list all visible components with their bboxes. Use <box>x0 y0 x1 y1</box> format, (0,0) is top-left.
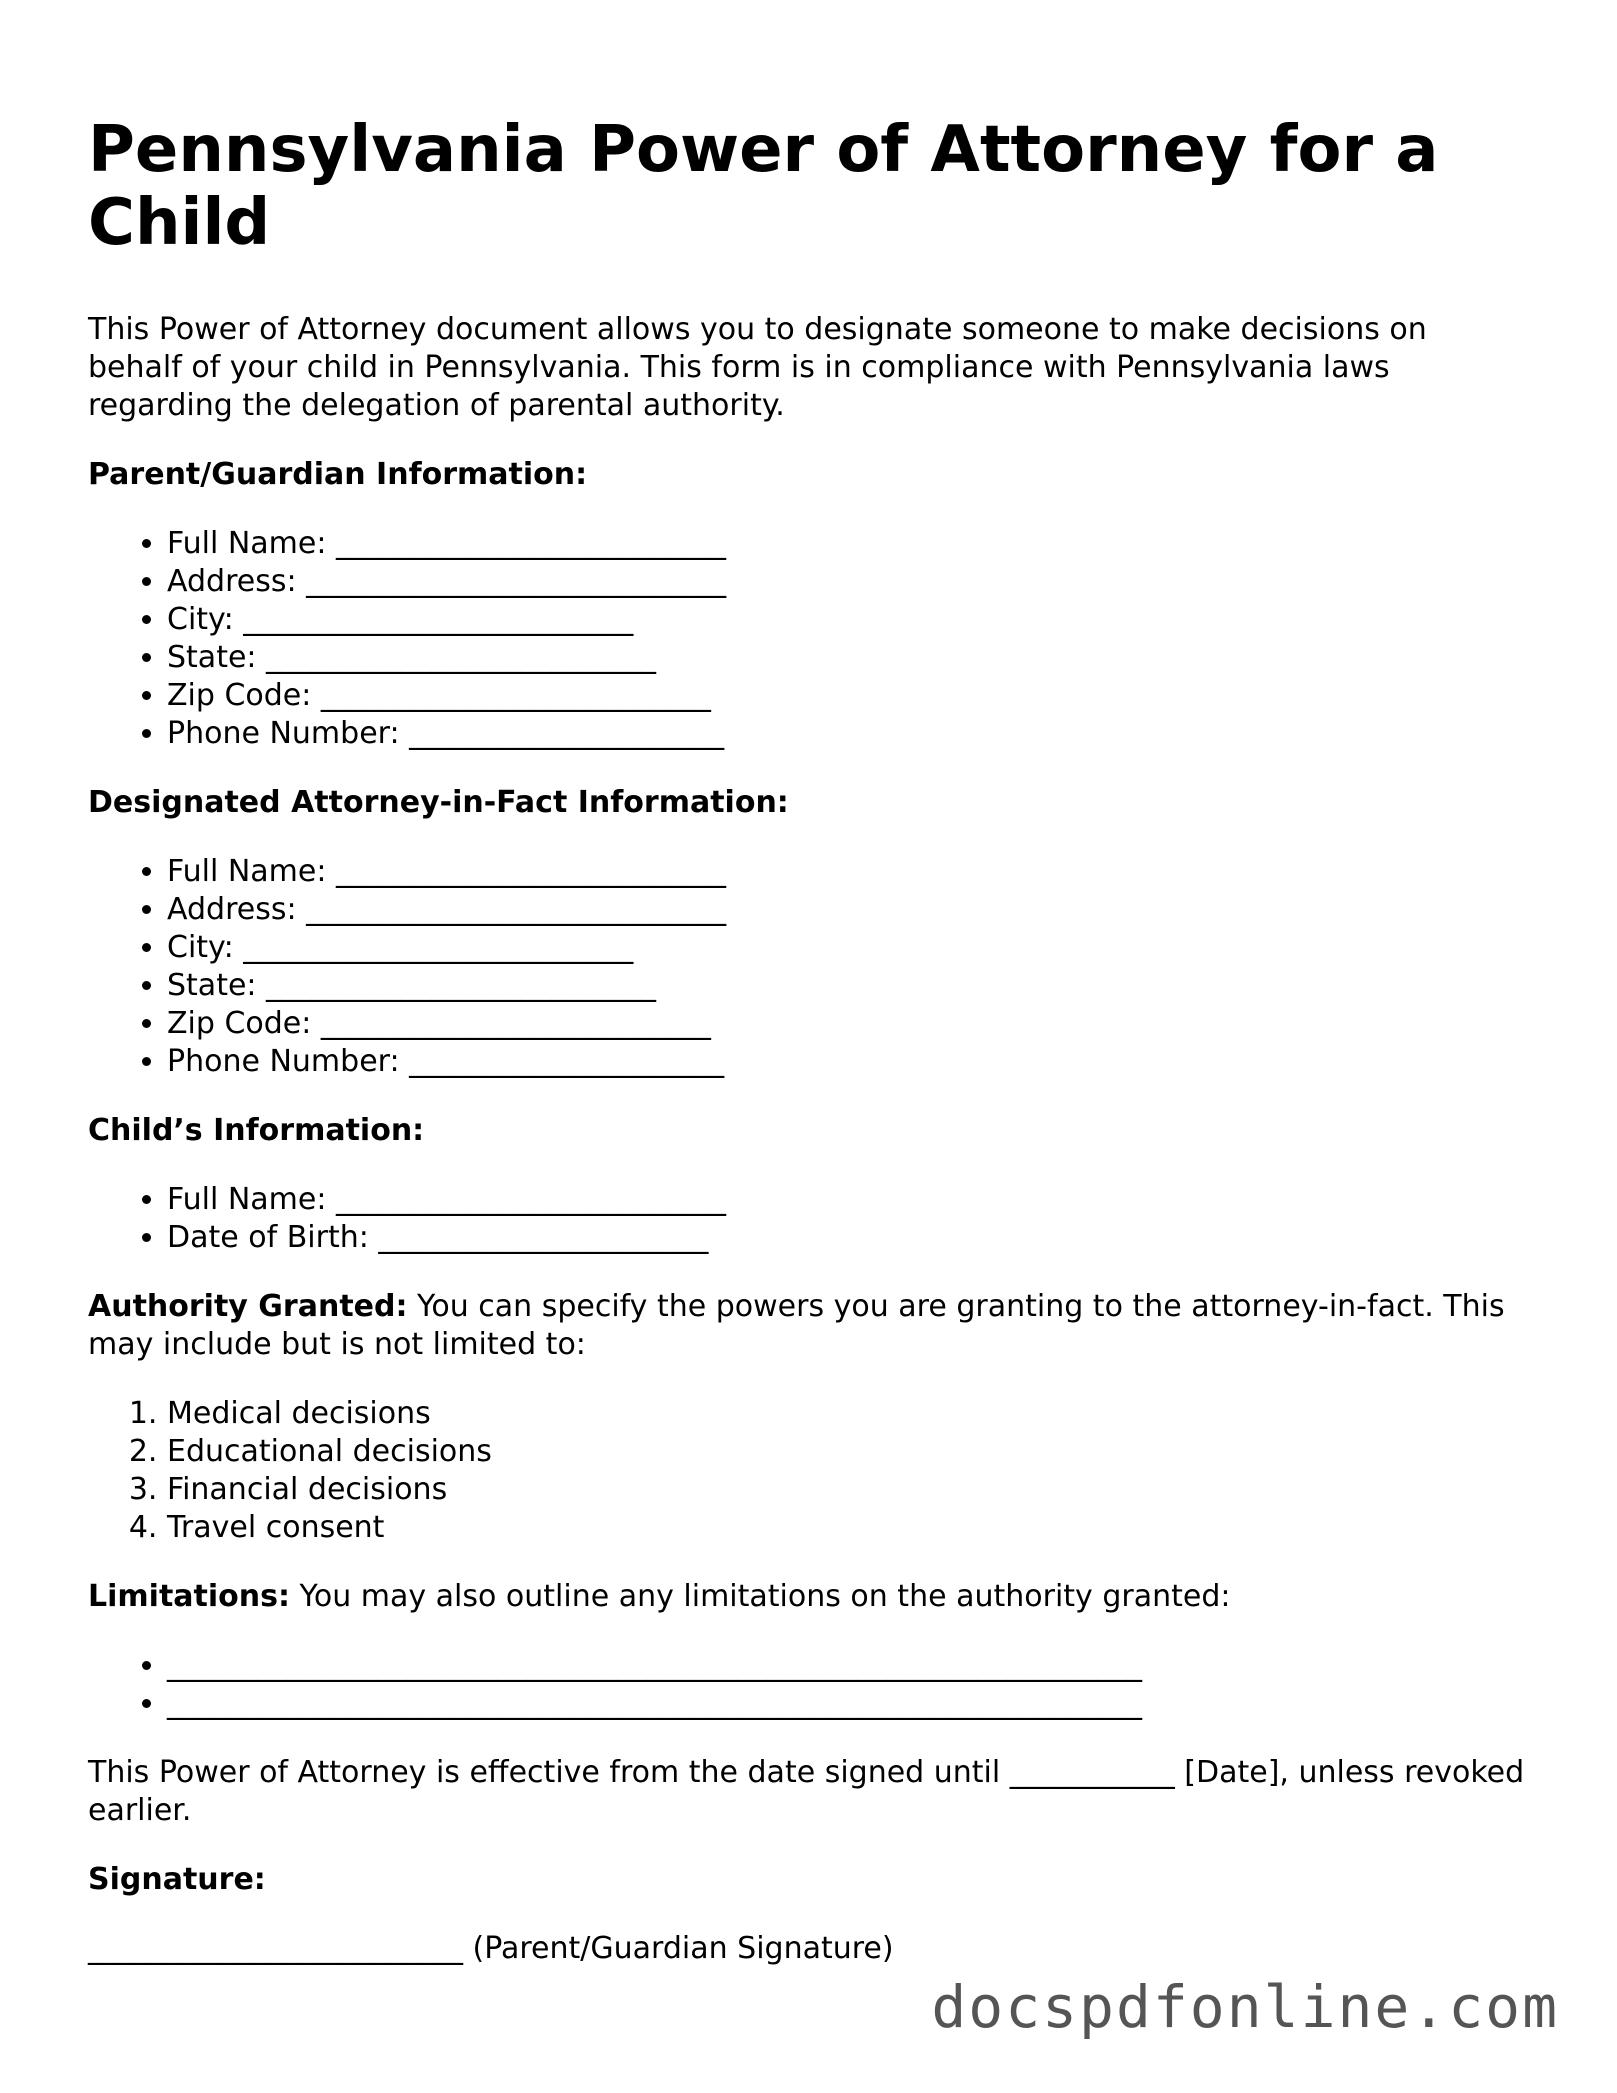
document-page <box>88 0 1528 1968</box>
parent-city-field[interactable]: • City: __________________________ <box>167 601 1528 639</box>
limitations-list <box>88 1647 1528 1723</box>
limitation-line-field[interactable]: • _________________________________________________________________ <box>167 1647 1528 1685</box>
parent-phone-field[interactable]: • Phone Number: _____________________ <box>167 715 1528 753</box>
child-section-heading: Child’s Information: <box>88 1113 425 1148</box>
authority-item: 2. Educational decisions <box>167 1433 1528 1471</box>
authority-text: You can specify the powers you are granting to the attorney-in-fact. This may include but is not limited to: <box>88 1289 1505 1362</box>
limitations-label: Limitations: <box>88 1579 290 1614</box>
child-fields-list <box>88 1181 1528 1257</box>
limitations-paragraph <box>88 1578 1528 1616</box>
intro-paragraph: This Power of Attorney document allows you to designate someone to make decisions on behalf of your child in Pennsylvania. This form is in compliance with Pennsylvania laws regarding the delegation of parental authority. <box>88 312 1427 423</box>
attorney-zip-field[interactable]: • Zip Code: __________________________ <box>167 1005 1528 1043</box>
parent-zip-field[interactable]: • Zip Code: __________________________ <box>167 677 1528 715</box>
effective-date-paragraph[interactable]: This Power of Attorney is effective from the date signed until ___________ [Date], unless revoked earlier. <box>88 1755 1525 1828</box>
parent-address-field[interactable]: • Address: ____________________________ <box>167 563 1528 601</box>
parent-section-heading: Parent/Guardian Information: <box>88 457 588 492</box>
authority-paragraph <box>88 1288 1528 1364</box>
attorney-full-name-field[interactable]: • Full Name: __________________________ <box>167 853 1528 891</box>
parent-full-name-field[interactable]: • Full Name: __________________________ <box>167 525 1528 563</box>
attorney-state-field[interactable]: • State: __________________________ <box>167 967 1528 1005</box>
attorney-city-field[interactable]: • City: __________________________ <box>167 929 1528 967</box>
parent-state-field[interactable]: • State: __________________________ <box>167 639 1528 677</box>
authority-item: 3. Financial decisions <box>167 1471 1528 1509</box>
parent-fields-list <box>88 525 1528 753</box>
authority-label: Authority Granted: <box>88 1289 408 1324</box>
signature-heading: Signature: <box>88 1862 266 1897</box>
child-dob-field[interactable]: • Date of Birth: ______________________ <box>167 1219 1528 1257</box>
limitations-text: You may also outline any limitations on the authority granted: <box>289 1579 1231 1614</box>
authority-list <box>88 1395 1528 1547</box>
authority-item: 1. Medical decisions <box>167 1395 1528 1433</box>
signature-line-field[interactable]: _________________________ (Parent/Guardian Signature) <box>88 1931 894 1966</box>
limitation-line-field[interactable]: • _________________________________________________________________ <box>167 1685 1528 1723</box>
child-full-name-field[interactable]: • Full Name: __________________________ <box>167 1181 1528 1219</box>
watermark-text: docspdfonline.com <box>931 1973 1559 2041</box>
attorney-phone-field[interactable]: • Phone Number: _____________________ <box>167 1043 1528 1081</box>
attorney-address-field[interactable]: • Address: ____________________________ <box>167 891 1528 929</box>
attorney-fields-list <box>88 853 1528 1081</box>
authority-item: 4. Travel consent <box>167 1509 1528 1547</box>
page-title: Pennsylvania Power of Attorney for a Child <box>88 113 1439 260</box>
attorney-section-heading: Designated Attorney-in-Fact Information: <box>88 785 789 820</box>
